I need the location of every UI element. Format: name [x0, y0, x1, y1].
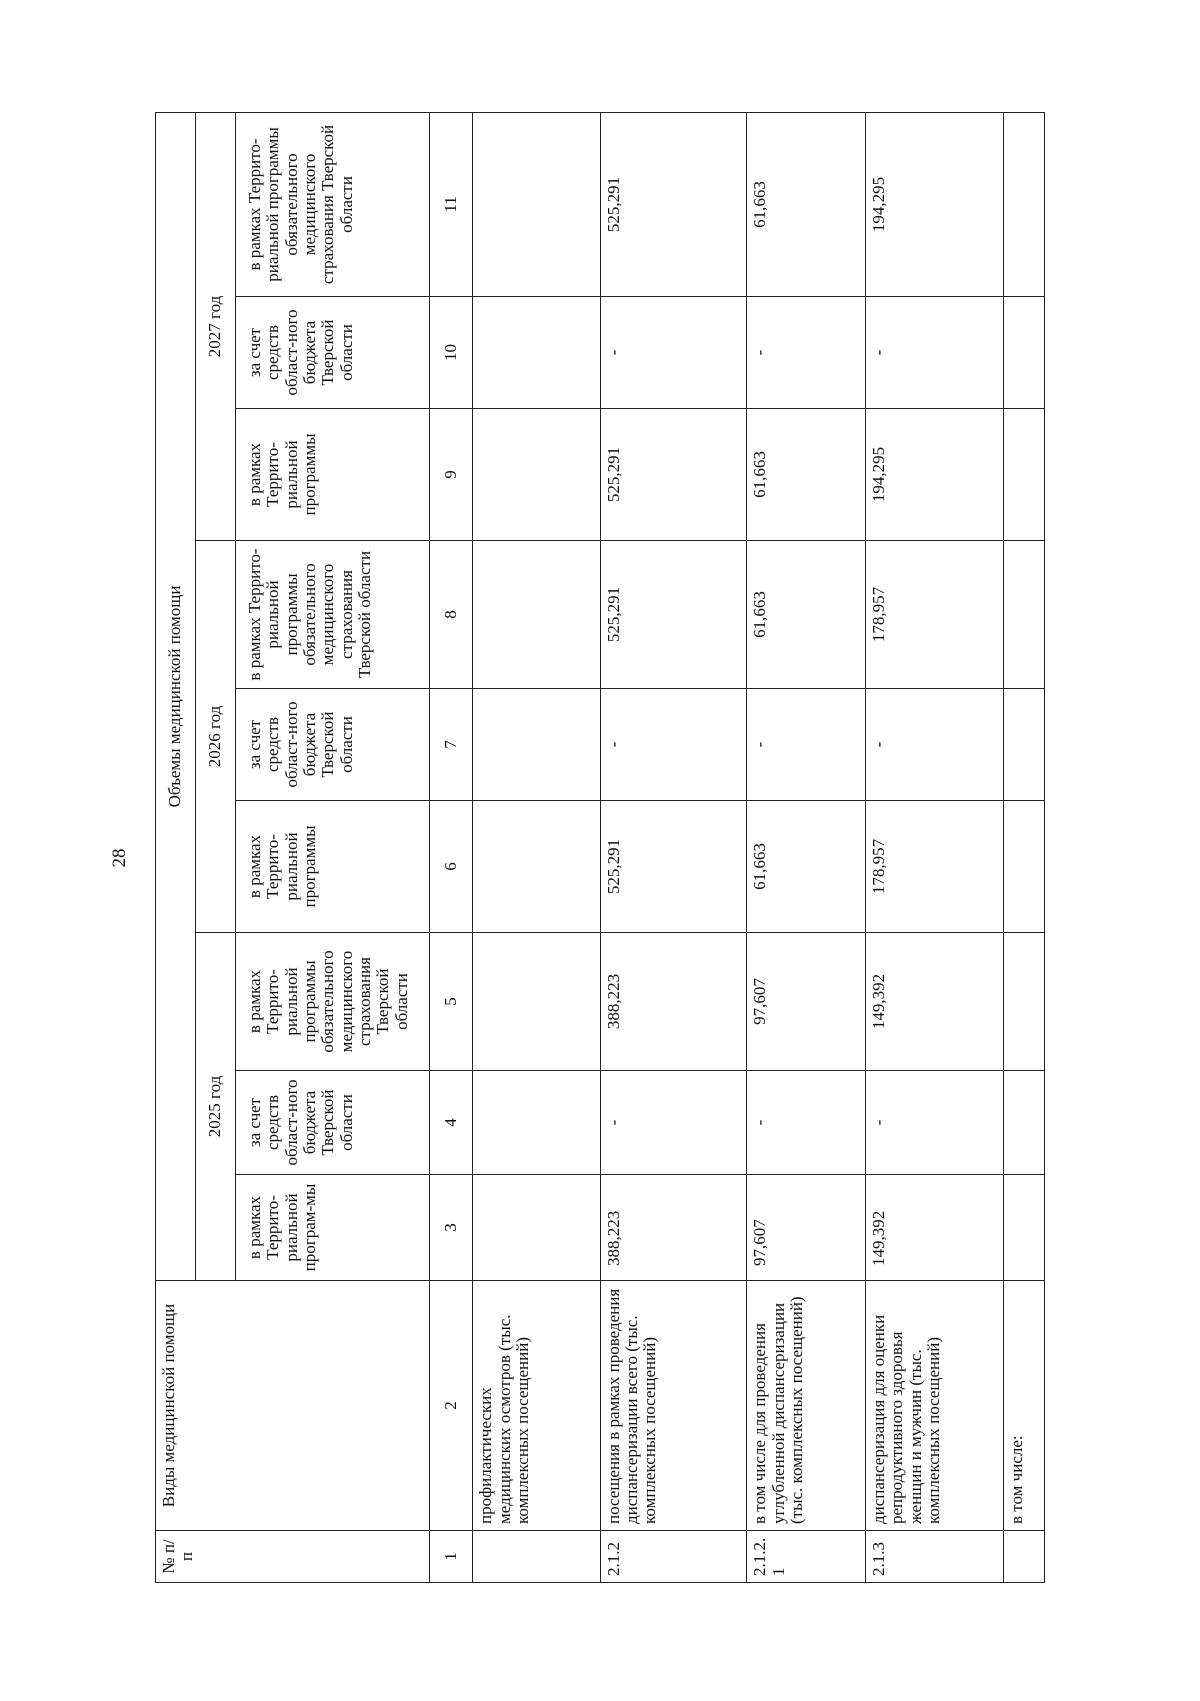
header-num: № п/п [156, 1531, 430, 1583]
col-number: 9 [430, 409, 473, 541]
cell-value [473, 297, 600, 409]
cell-value: - [600, 689, 747, 801]
col-number: 5 [430, 933, 473, 1071]
cell-value: 61,663 [747, 112, 866, 296]
cell-value: 149,392 [865, 933, 1003, 1071]
cell-value: - [747, 297, 866, 409]
cell-value: 149,392 [865, 1175, 1003, 1281]
cell-value: 194,295 [865, 112, 1003, 296]
table-row [600, 112, 747, 1582]
col-number: 1 [430, 1531, 473, 1583]
header-sub-c3: в рамках Террито-риальной програм-мы [235, 1175, 429, 1281]
cell-value: 525,291 [600, 541, 747, 689]
table-row [865, 112, 1003, 1582]
header-year-2027: 2027 год [195, 112, 235, 540]
row-num: 2.1.2.1 [747, 1531, 866, 1583]
col-number: 8 [430, 541, 473, 689]
cell-value: 61,663 [747, 409, 866, 541]
col-number: 2 [430, 1281, 473, 1531]
rotated-table-sheet [155, 113, 1045, 1583]
cell-value [1003, 801, 1044, 933]
row-kind: в том числе: [1003, 1281, 1044, 1531]
cell-value: - [747, 1071, 866, 1175]
table-row [473, 112, 600, 1582]
cell-value: 61,663 [747, 541, 866, 689]
header-sub-c5: в рамках Террито-риальной программы обязательного медицинского страхования Тверской области [235, 933, 429, 1071]
table-row [1003, 112, 1044, 1582]
cell-value: - [747, 689, 866, 801]
cell-value [1003, 689, 1044, 801]
page-number: 28 [109, 848, 130, 868]
cell-value [473, 541, 600, 689]
row-kind: профилактических медицинских осмотров (тыс. комплексных посещений) [473, 1281, 600, 1531]
row-kind: посещения в рамках проведения диспансеризации всего (тыс. комплексных посещений) [600, 1281, 747, 1531]
col-number: 7 [430, 689, 473, 801]
cell-value: 97,607 [747, 933, 866, 1071]
column-numbers-row [430, 112, 473, 1582]
col-number: 11 [430, 112, 473, 296]
cell-value: 388,223 [600, 1175, 747, 1281]
cell-value: 97,607 [747, 1175, 866, 1281]
cell-value [473, 689, 600, 801]
cell-value [473, 1071, 600, 1175]
header-row-top [156, 112, 196, 1582]
cell-value [1003, 933, 1044, 1071]
cell-value [473, 933, 600, 1071]
col-number: 4 [430, 1071, 473, 1175]
cell-value [1003, 297, 1044, 409]
row-kind: диспансеризация для оценки репродуктивного здоровья женщин и мужчин (тыс. комплексных посещений) [865, 1281, 1003, 1531]
header-sub-c10: за счет средств област-ного бюджета Тверской области [235, 297, 429, 409]
cell-value: 61,663 [747, 801, 866, 933]
header-sub-c9: в рамках Террито-риальной программы [235, 409, 429, 541]
cell-value [473, 1175, 600, 1281]
col-number: 10 [430, 297, 473, 409]
col-number: 3 [430, 1175, 473, 1281]
header-year-2026: 2026 год [195, 541, 235, 933]
cell-value: 178,957 [865, 801, 1003, 933]
header-year-2025: 2025 год [195, 933, 235, 1281]
medical-care-volumes-table [155, 112, 1045, 1583]
cell-value [1003, 541, 1044, 689]
cell-value [473, 112, 600, 296]
header-sub-c7: за счет средств област-ного бюджета Тверской области [235, 689, 429, 801]
header-volumes: Объемы медицинской помощи [156, 112, 196, 1280]
row-num: 2.1.2 [600, 1531, 747, 1583]
cell-value: 388,223 [600, 933, 747, 1071]
table-row [747, 112, 866, 1582]
cell-value [473, 801, 600, 933]
row-num [473, 1531, 600, 1583]
cell-value: 178,957 [865, 541, 1003, 689]
cell-value: 194,295 [865, 409, 1003, 541]
cell-value [1003, 409, 1044, 541]
cell-value: - [865, 1071, 1003, 1175]
cell-value [1003, 1071, 1044, 1175]
cell-value: 525,291 [600, 409, 747, 541]
row-num: 2.1.3 [865, 1531, 1003, 1583]
cell-value [1003, 1175, 1044, 1281]
col-number: 6 [430, 801, 473, 933]
header-sub-c4: за счет средств област-ного бюджета Тверской области [235, 1071, 429, 1175]
cell-value: - [865, 689, 1003, 801]
cell-value [1003, 112, 1044, 296]
cell-value: - [865, 297, 1003, 409]
cell-value [473, 409, 600, 541]
cell-value: 525,291 [600, 112, 747, 296]
row-num [1003, 1531, 1044, 1583]
header-kind: Виды медицинской помощи [156, 1281, 430, 1531]
header-sub-c11: в рамках Террито-риальной программы обязательного медицинского страхования Тверской области [235, 112, 429, 296]
header-sub-c8: в рамках Террито-риальной программы обязательного медицинского страхования Тверской области [235, 541, 429, 689]
cell-value: - [600, 1071, 747, 1175]
row-kind: в том числе для проведения углубленной диспансеризации (тыс. комплексных посещений) [747, 1281, 866, 1531]
cell-value: 525,291 [600, 801, 747, 933]
header-sub-c6: в рамках Террито-риальной программы [235, 801, 429, 933]
cell-value: - [600, 297, 747, 409]
